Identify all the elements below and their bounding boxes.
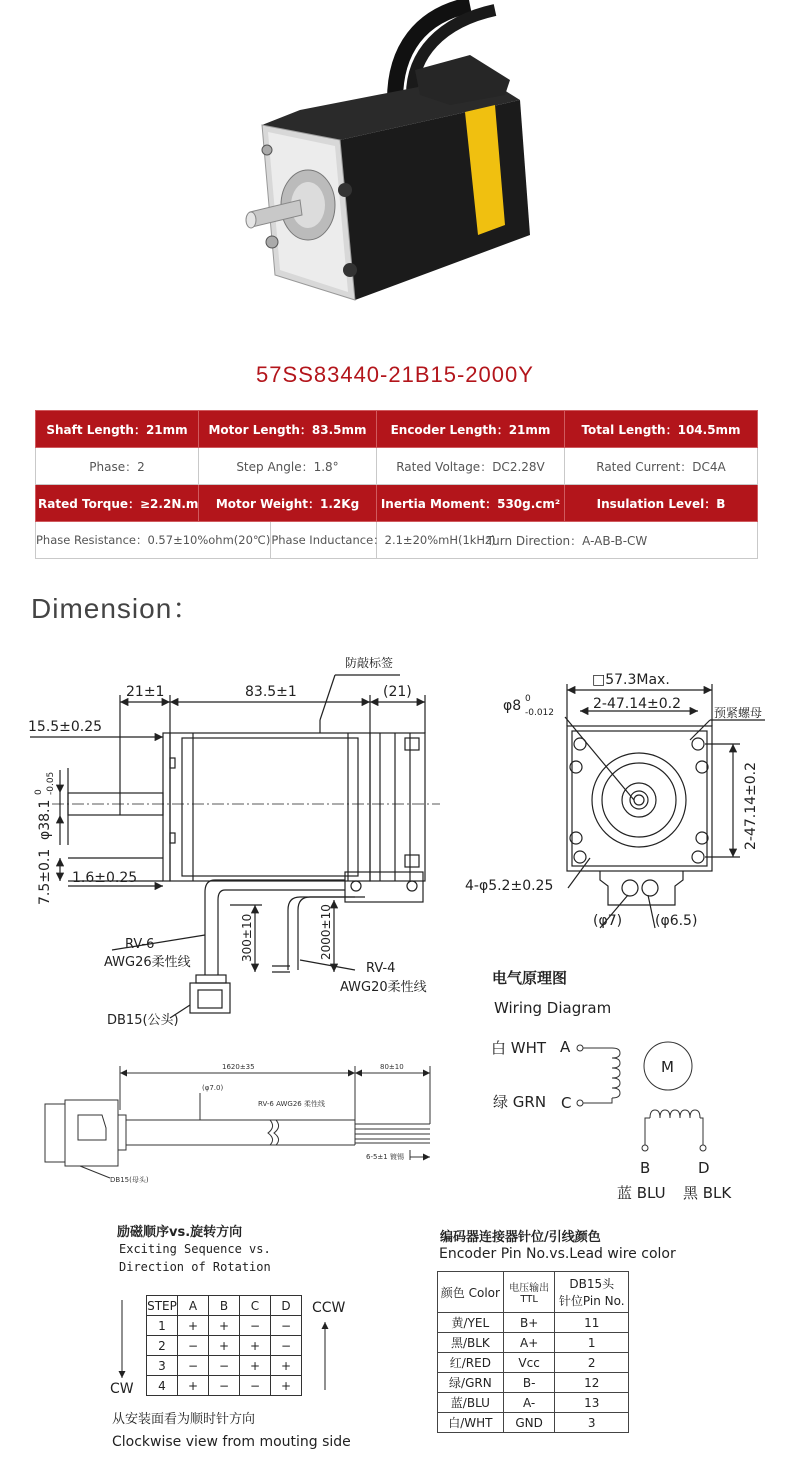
wire-a: A: [560, 1038, 571, 1056]
spec-cell: Rated Torque：≥2.2N.m: [36, 485, 199, 522]
table-cell: 红/RED: [438, 1353, 504, 1373]
wire-c: C: [561, 1094, 572, 1112]
table-header: B: [209, 1296, 240, 1316]
model-number: 57SS83440-21B15-2000Y: [256, 362, 534, 387]
rv6: RV-6: [125, 937, 155, 952]
table-cell: −: [240, 1376, 271, 1396]
header-line: DB15头: [569, 1277, 615, 1291]
spec-cell: Motor Weight：1.2Kg: [199, 485, 377, 522]
spec-cell: Turn Direction：A-AB-B-CW: [377, 522, 758, 559]
table-cell: 2: [147, 1336, 178, 1356]
table-cell: +: [271, 1376, 302, 1396]
table-cell: 4: [147, 1376, 178, 1396]
db15: DB15(公头): [107, 1013, 179, 1028]
spec-cell: Inertia Moment：530g.cm²: [377, 485, 565, 522]
sequence-table: [146, 1295, 302, 1396]
table-cell: 3: [147, 1356, 178, 1376]
table-cell: 11: [555, 1313, 629, 1333]
ccw-label: CCW: [312, 1300, 346, 1316]
table-cell: A-: [503, 1393, 555, 1413]
table-cell: −: [240, 1316, 271, 1336]
dim-38-tol-up: 0: [34, 789, 44, 795]
encoder-title-cn: 编码器连接器针位/引线颜色: [440, 1230, 601, 1245]
table-header: STEP: [147, 1296, 178, 1316]
table-row: [438, 1413, 629, 1433]
side-view-labels: [28, 655, 427, 1028]
nut-label: 预紧螺母: [714, 706, 763, 720]
wiring-labels: [491, 969, 732, 1202]
spec-cell: Insulation Level：B: [565, 485, 758, 522]
rv4: RV-4: [366, 961, 396, 976]
dim-7-5: 7.5±0.1: [37, 848, 53, 905]
awg20: AWG20柔性线: [340, 980, 427, 995]
table-row: [438, 1353, 629, 1373]
table-cell: −: [271, 1336, 302, 1356]
table-cell: −: [209, 1376, 240, 1396]
spec-cell: Step Angle：1.8°: [199, 448, 377, 485]
table-cell: +: [240, 1336, 271, 1356]
encoder-table: [437, 1271, 629, 1433]
dim-300: 300±10: [240, 913, 254, 962]
holes-dim: 4-φ5.2±0.25: [465, 878, 554, 894]
sq-dim: □57.3Max.: [592, 672, 670, 688]
dim-38-tol-dn: -0.05: [46, 771, 56, 795]
phi8-tol-up: 0: [525, 694, 531, 704]
dimension-title: Dimension：: [31, 593, 202, 624]
table-header: [503, 1272, 555, 1313]
table-cell: GND: [503, 1413, 555, 1433]
table-cell: 绿/GRN: [438, 1373, 504, 1393]
table-row: [147, 1316, 302, 1336]
table-cell: 3: [555, 1413, 629, 1433]
table-row: [147, 1336, 302, 1356]
table-cell: +: [209, 1336, 240, 1356]
front-view-labels: [465, 672, 762, 929]
cable-drawing: [45, 1066, 430, 1178]
wiring-diagram: [577, 1042, 706, 1151]
header-line: 针位Pin No.: [558, 1294, 625, 1308]
wiring-title-en: Wiring Diagram: [494, 999, 612, 1017]
table-row: [438, 1313, 629, 1333]
spec-cell: Phase Resistance：0.57±10%ohm(20℃): [36, 522, 271, 558]
phi8-tol-dn: -0.012: [525, 708, 555, 718]
wire-green: 绿 GRN: [493, 1093, 547, 1111]
cable-wire: RV-6 AWG26 柔性线: [258, 1100, 325, 1108]
cw-label: CW: [110, 1381, 134, 1397]
spec-cell: Rated Current：DC4A: [565, 448, 758, 485]
table-cell: 13: [555, 1393, 629, 1413]
cable-phi: (φ7.0): [202, 1084, 224, 1092]
table-row: [147, 1356, 302, 1376]
table-row: [438, 1333, 629, 1353]
pitch-v-dim: 2-47.14±0.2: [743, 761, 759, 850]
table-cell: 黑/BLK: [438, 1333, 504, 1353]
table-cell: Vcc: [503, 1353, 555, 1373]
sequence-note-en: Clockwise view from mouting side: [112, 1434, 351, 1450]
phi7: (φ7): [593, 913, 623, 929]
table-cell: +: [178, 1316, 209, 1336]
wire-black: 黑 BLK: [683, 1184, 732, 1202]
cable-db: DB15(母头): [110, 1176, 149, 1184]
table-cell: +: [178, 1376, 209, 1396]
table-cell: −: [178, 1356, 209, 1376]
table-cell: +: [271, 1356, 302, 1376]
label-tag: 防敲标签: [345, 656, 394, 670]
table-cell: 12: [555, 1373, 629, 1393]
table-cell: 白/WHT: [438, 1413, 504, 1433]
wire-blue: 蓝 BLU: [617, 1184, 666, 1202]
table-header: A: [178, 1296, 209, 1316]
table-cell: 1: [555, 1333, 629, 1353]
table-row: [147, 1376, 302, 1396]
phi8-dim: φ8: [503, 698, 522, 714]
dim-2000: 2000±10: [319, 904, 333, 960]
spec-cell: Encoder Length：21mm: [377, 411, 565, 448]
table-row: [438, 1373, 629, 1393]
dim-1-6: 1.6±0.25: [72, 870, 138, 886]
table-cell: +: [240, 1356, 271, 1376]
spec-cell: Phase Inductance：2.1±20%mH(1kHz): [271, 533, 496, 547]
dim-38: φ38.1: [37, 799, 53, 840]
table-cell: B-: [503, 1373, 555, 1393]
header-line: 电压输出: [509, 1283, 550, 1294]
spec-cell: Phase：2: [36, 448, 199, 485]
table-cell: A+: [503, 1333, 555, 1353]
wiring-title-cn: 电气原理图: [492, 969, 568, 987]
dim-21p: (21): [383, 684, 412, 700]
sequence-note-cn: 从安装面看为顺时针方向: [112, 1412, 256, 1427]
cable-len2: 80±10: [380, 1063, 404, 1071]
phi65: (φ6.5): [655, 913, 698, 929]
wire-d: D: [698, 1159, 710, 1177]
table-header: D: [271, 1296, 302, 1316]
sequence-title-en2: Direction of Rotation: [119, 1260, 271, 1274]
table-row: [147, 1296, 302, 1316]
table-header: 颜色 Color: [438, 1272, 504, 1313]
table-cell: −: [178, 1336, 209, 1356]
table-cell: B+: [503, 1313, 555, 1333]
table-cell: 黄/YEL: [438, 1313, 504, 1333]
table-cell: 蓝/BLU: [438, 1393, 504, 1413]
encoder-title-en: Encoder Pin No.vs.Lead wire color: [439, 1246, 676, 1262]
table-cell: +: [209, 1316, 240, 1336]
table-row: [438, 1393, 629, 1413]
pitch-dim: 2-47.14±0.2: [593, 696, 682, 712]
dim-15: 15.5±0.25: [28, 719, 103, 735]
front-view: [565, 684, 765, 928]
table-row: [438, 1272, 629, 1313]
awg26: AWG26柔性线: [104, 955, 191, 970]
table-cell: −: [209, 1356, 240, 1376]
spec-cell: Rated Voltage：DC2.28V: [377, 448, 565, 485]
sequence-title-cn: 励磁顺序vs.旋转方向: [117, 1225, 243, 1240]
sequence-title-en1: Exciting Sequence vs.: [119, 1242, 271, 1256]
dim-21: 21±1: [126, 684, 165, 700]
spec-cell: Motor Length：83.5mm: [199, 411, 377, 448]
table-header: C: [240, 1296, 271, 1316]
table-header: [555, 1272, 629, 1313]
table-cell: 2: [555, 1353, 629, 1373]
header-line: TTL: [520, 1294, 538, 1305]
dim-83: 83.5±1: [245, 684, 297, 700]
wire-white: 白 WHT: [491, 1039, 547, 1057]
cable-len1: 1620±35: [222, 1063, 255, 1071]
cable-strip: 6-5±1 镀锡: [366, 1153, 404, 1161]
spec-cell: Shaft Length：21mm: [36, 411, 199, 448]
table-cell: −: [271, 1316, 302, 1336]
spec-cell: Total Length：104.5mm: [565, 411, 758, 448]
wire-b: B: [640, 1159, 651, 1177]
motor-m: M: [661, 1058, 674, 1076]
table-cell: 1: [147, 1316, 178, 1336]
